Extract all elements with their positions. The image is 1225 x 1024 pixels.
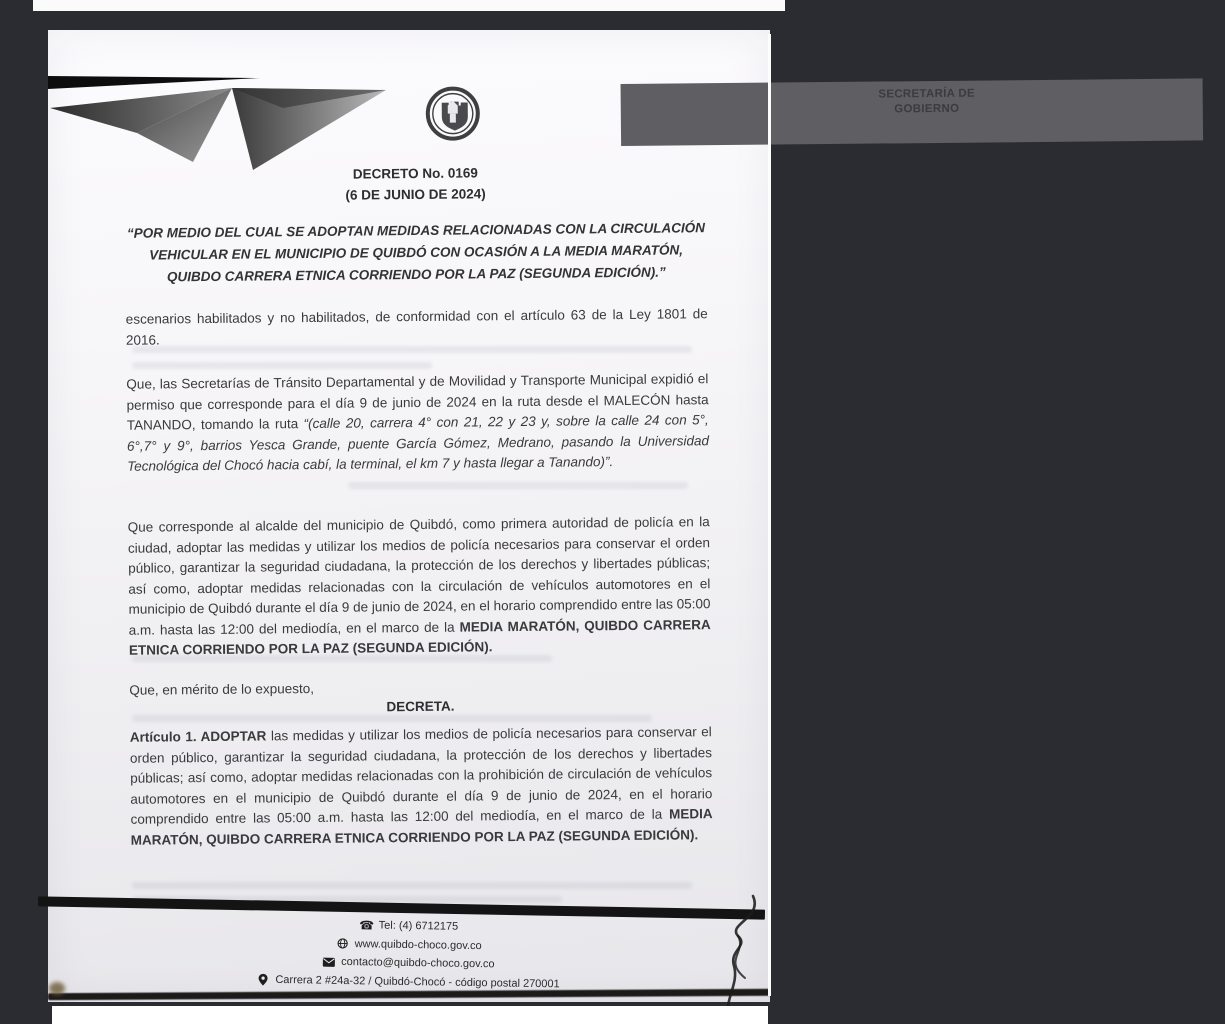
adjacent-page-top xyxy=(33,0,785,11)
decree-date: (6 DE JUNIO DE 2024) xyxy=(345,186,486,203)
bleed-through-line xyxy=(132,715,652,722)
contact-email-text: contacto@quibdo-choco.gov.co xyxy=(341,956,495,971)
paragraph-event-name: MEDIA MARATÓN, QUIBDO CARRERA ETNICA CORRIENDO POR LA PAZ (SEGUNDA EDICIÓN). xyxy=(128,616,711,658)
document-page xyxy=(48,30,975,1002)
paragraph-mayor-lead: Que corresponde al alcalde del municipio de Quibdó, como primera autoridad de policía en la ciudad, adoptar las medidas y utilizar los medios de policía necesarios para conservar el orden público, garantizar la seguridad ciudadana, la protección de los derechos y libertades públicas; así como, adoptar medidas relacionadas con la circulación de vehículos automotores en el municipio de Quibdó durante el día 9 de junio de 2024, en el horario comprendido entre las 05:00 a.m. hasta las 12:00 del mediodía, en el marco de la xyxy=(127,514,711,638)
bleed-through-line xyxy=(132,655,552,662)
contact-website-text: www.quibdo-choco.gov.co xyxy=(354,937,482,952)
paragraph-route xyxy=(126,369,709,477)
location-icon xyxy=(257,973,269,985)
globe-icon xyxy=(337,938,349,950)
document-content xyxy=(123,27,975,848)
paragraph-route-quote: “(calle 20, carrera 4° con 21, 22 y 23 y, sobre la calle 24 con 5°, 6°,7° y 9°, barrios Yesca Grande, puente García Gómez, Medrano, pasando la Universidad Tecnológica del Chocó hacia cabí, la terminal, el km 7 y hasta llegar a Tanando)”. xyxy=(126,412,710,474)
quibdo-crest-logo xyxy=(425,85,482,142)
bleed-through-line xyxy=(132,362,432,369)
article-1 xyxy=(130,722,713,851)
paragraph-mayor-powers xyxy=(128,512,711,661)
department-block xyxy=(636,84,1218,120)
adjacent-page-bottom xyxy=(52,1006,768,1024)
phone-icon: ☎ xyxy=(359,918,375,933)
decreta-heading: DECRETA. xyxy=(386,698,455,715)
bleed-through-line xyxy=(132,882,692,889)
contact-phone-text: Tel: (4) 6712175 xyxy=(378,919,459,934)
paragraph-route-lead: Que, las Secretarías de Tránsito Departamental y de Movilidad y Transporte Municipal expidió el permiso que corresponde para el día 9 de junio de 2024 en la ruta desde el MALECÓN hasta TANANDO, tomando la ruta xyxy=(126,371,709,433)
page-edge-shadow xyxy=(48,989,770,1000)
paragraph-continuation: escenarios habilitados y no habilitados, de conformidad con el artículo 63 de la Ley 1801 de 2016. xyxy=(125,306,708,348)
article-1-label: Artículo 1. ADOPTAR xyxy=(129,728,267,745)
department-line-1: SECRETARÍA DE xyxy=(878,87,975,101)
decree-title: “POR MEDIO DEL CUAL SE ADOPTAN MEDIDAS RELACIONADAS CON LA CIRCULACIÓN VEHICULAR EN EL MUNICIPIO DE QUIBDÓ CON OCASIÓN A LA MEDIA MARATÓN, QUIBDO CARRERA ETNICA CORRIENDO POR LA PAZ (SEGUNDA EDICIÓN).” xyxy=(126,220,705,285)
article-1-text: las medidas y utilizar los medios de policía necesarios para conservar el orden público, garantizar la seguridad ciudadana, la protección de los derechos y libertades públicas; así como, adoptar medidas relacionadas con la prohibición de circulación de vehículos automotores en el municipio de Quibdó durante el día 9 de junio de 2024, en el horario comprendido entre las 05:00 a.m. hasta las 12:00 del mediodía, en el marco de la xyxy=(129,724,713,827)
decree-heading xyxy=(124,160,706,208)
article-1-event-name: MEDIA MARATÓN, QUIBDO CARRERA ETNICA CORRIENDO POR LA PAZ (SEGUNDA EDICIÓN). xyxy=(130,806,713,848)
contact-address-text: Carrera 2 #24a-32 / Quibdó-Chocó - código postal 270001 xyxy=(275,973,560,991)
paragraph-merito: Que, en mérito de lo expuesto, xyxy=(129,680,315,698)
footer-contacts xyxy=(117,912,700,995)
corner-smudge xyxy=(49,982,65,995)
bleed-through-line xyxy=(348,482,688,489)
page-edge-highlight xyxy=(768,34,771,996)
bleed-through-line xyxy=(132,346,692,353)
department-line-2: GOBIERNO xyxy=(894,102,960,116)
decree-number: DECRETO No. 0169 xyxy=(352,165,478,182)
email-icon xyxy=(323,956,335,968)
